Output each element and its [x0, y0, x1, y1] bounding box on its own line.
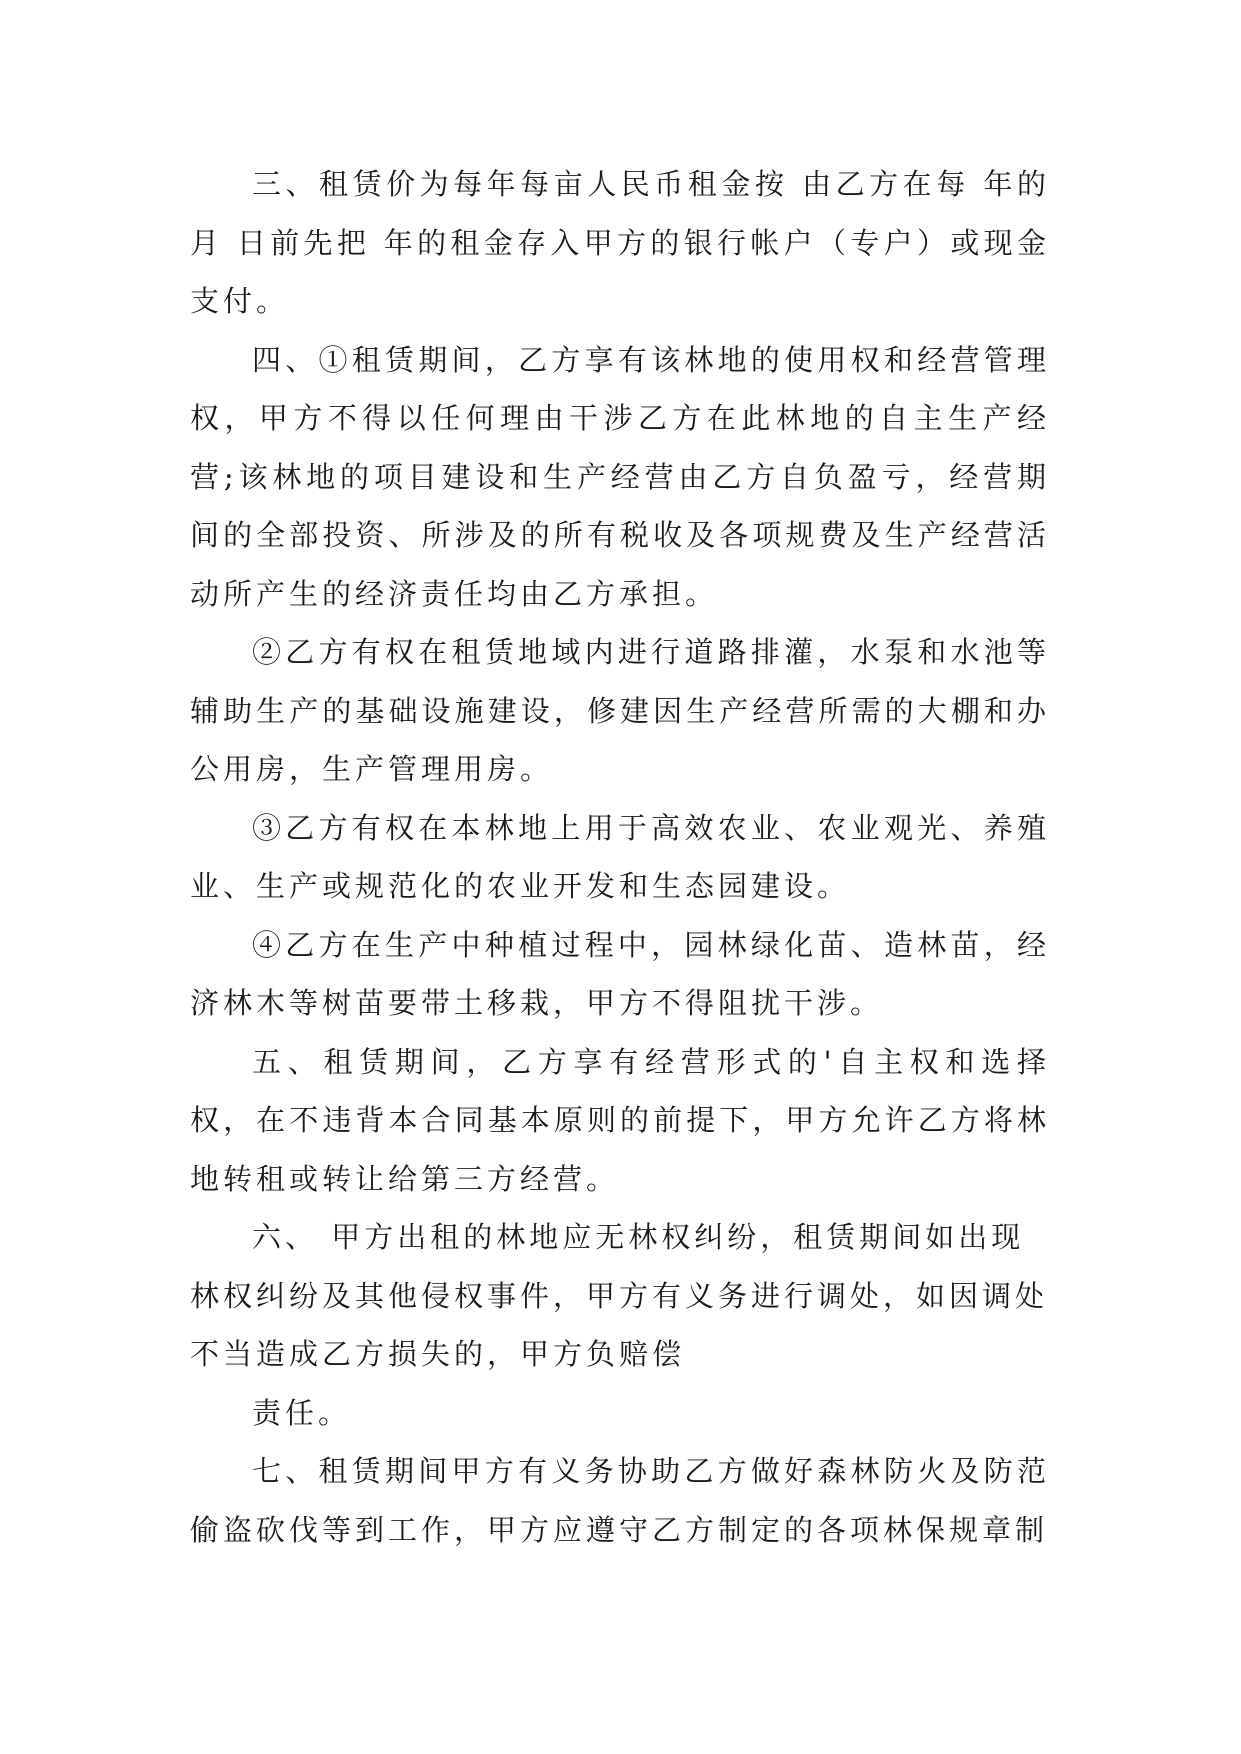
paragraph-rent-price: 三、租赁价为每年每亩人民币租金按 由乙方在每 年的月 日前先把 年的租金存入甲方的银行帐户（专户）或现金支付。 — [190, 167, 1050, 318]
paragraph-sublease: 五、租赁期间，乙方享有经营形式的'自主权和选择权，在不违背本合同基本原则的前提下，甲方允许乙方将林地转租或转让给第三方经营。 — [190, 1044, 1050, 1196]
paragraph-transplanting: ④乙方在生产中种植过程中，园林绿化苗、造林苗，经济林木等树苗要带土移栽，甲方不得阻扰干涉。 — [190, 927, 1050, 1020]
paragraph-fire-prevention: 七、租赁期间甲方有义务协助乙方做好森林防火及防范偷盗砍伐等到工作，甲方应遵守乙方制定的各项林保规章制 — [190, 1454, 1050, 1547]
paragraph-ownership-disputes: 六、 甲方出租的林地应无林权纠纷，租赁期间如出现林权纠纷及其他侵权事件，甲方有义务进行调处，如因调处不当造成乙方损失的，甲方负赔偿 — [190, 1220, 1049, 1371]
paragraph-land-use: ③乙方有权在本林地上用于高效农业、农业观光、养殖业、生产或规范化的农业开发和生态园建设。 — [190, 810, 1050, 903]
paragraph-usage-rights: 四、①租赁期间，乙方享有该林地的使用权和经营管理权，甲方不得以任何理由干涉乙方在此林地的自主生产经营;该林地的项目建设和生产经营由乙方自负盈亏，经营期间的全部投资、所涉及的所有税收及各项规费及生产经营活动所产生的经济责任均由乙方承担。 — [190, 342, 1050, 611]
paragraph-liability: 责任。 — [252, 1395, 352, 1430]
document-body — [190, 155, 1050, 1559]
paragraph-infrastructure: ②乙方有权在租赁地域内进行道路排灌，水泵和水池等辅助生产的基础设施建设，修建因生产经营所需的大棚和办公用房，生产管理用房。 — [190, 635, 1050, 786]
